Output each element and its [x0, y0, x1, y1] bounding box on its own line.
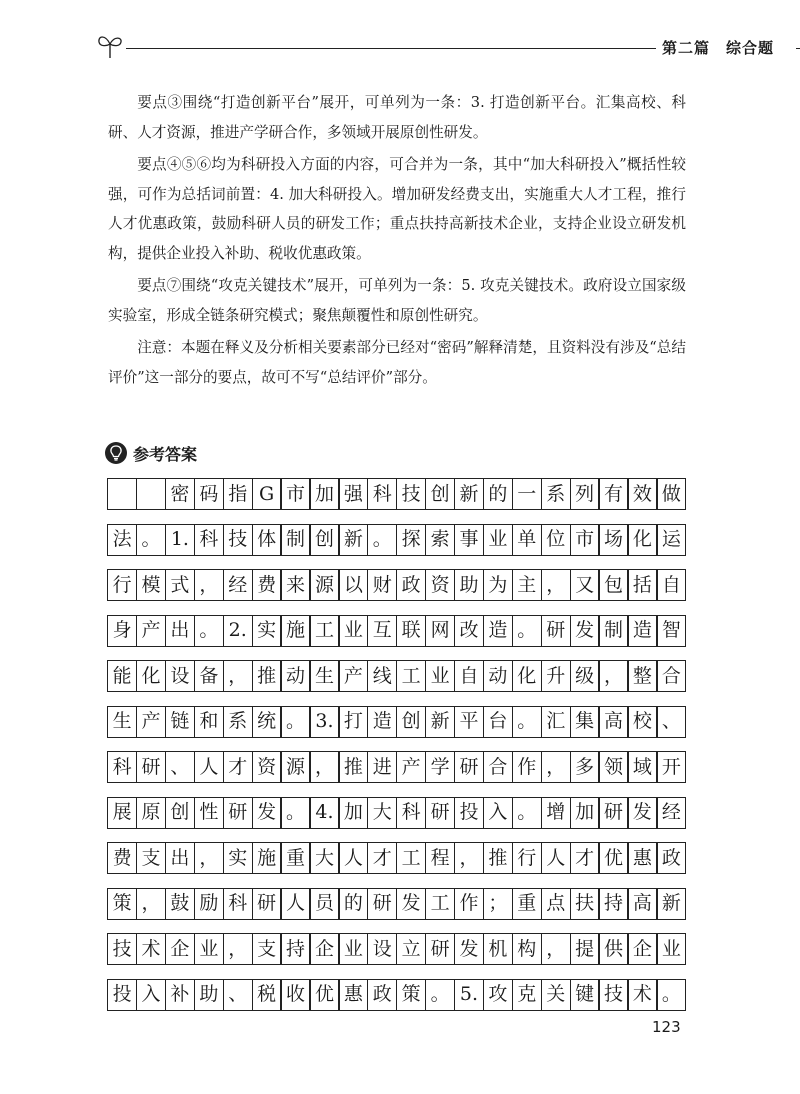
- grid-cell: 、: [223, 979, 253, 1011]
- grid-cell: 发: [454, 933, 484, 965]
- grid-cell: 主: [512, 569, 542, 601]
- grid-cell: 实: [252, 615, 282, 647]
- grid-cell: 加: [570, 797, 600, 829]
- grid-cell: 校: [627, 706, 657, 738]
- grid-cell: 。: [367, 524, 397, 556]
- grid-cell: 产: [136, 706, 166, 738]
- grid-cell: 作: [512, 751, 542, 783]
- grid-cell: 合: [483, 751, 513, 783]
- grid-cell: 重: [280, 842, 310, 874]
- grid-cell: 加: [309, 478, 339, 510]
- grid-row: [107, 979, 685, 1011]
- grid-cell: 动: [280, 660, 310, 692]
- grid-cell: 市: [570, 524, 600, 556]
- grid-cell: 助: [194, 979, 224, 1011]
- grid-cell: ；: [483, 888, 513, 920]
- paragraph: 要点⑦围绕“攻克关键技术”展开，可单列为一条：5. 攻克关键技术。政府设立国家级实验室，形成全链条研究模式；聚焦颠覆性和原创性研究。: [108, 277, 686, 324]
- grid-cell: 克: [512, 979, 542, 1011]
- paragraph: 注意：本题在释义及分析相关要素部分已经对“密码”解释清楚，且资料没有涉及“总结评价”这一部分的要点，故可不写“总结评价”部分。: [108, 339, 686, 386]
- answer-heading: [105, 440, 197, 466]
- grid-cell: 探: [396, 524, 426, 556]
- grid-cell: 工: [309, 615, 339, 647]
- grid-cell: 推: [338, 751, 368, 783]
- grid-cell: 制: [280, 524, 310, 556]
- grid-row: [107, 478, 685, 510]
- grid-cell: 有: [598, 478, 628, 510]
- grid-cell: 键: [570, 979, 600, 1011]
- grid-cell: 学: [425, 751, 455, 783]
- grid-cell: 进: [367, 751, 397, 783]
- grid-cell: 源: [280, 751, 310, 783]
- grid-cell: 研: [136, 751, 166, 783]
- grid-cell: 企: [165, 933, 195, 965]
- grid-cell: 自: [454, 660, 484, 692]
- grid-cell: 创: [165, 797, 195, 829]
- grid-cell: 大: [309, 842, 339, 874]
- grid-cell: 支: [136, 842, 166, 874]
- grid-cell: 多: [570, 751, 600, 783]
- grid-cell: 链: [165, 706, 195, 738]
- grid-cell: 化: [136, 660, 166, 692]
- grid-cell: 税: [252, 979, 282, 1011]
- grid-cell: 业: [656, 933, 686, 965]
- grid-cell: 才: [367, 842, 397, 874]
- grid-cell: 动: [483, 660, 513, 692]
- grid-cell: 技: [598, 979, 628, 1011]
- grid-cell: 发: [627, 797, 657, 829]
- grid-cell: 经: [656, 797, 686, 829]
- grid-cell: 术: [136, 933, 166, 965]
- grid-cell: 联: [396, 615, 426, 647]
- grid-cell: 级: [570, 660, 600, 692]
- lightbulb-icon: [105, 442, 127, 464]
- grid-cell: 为: [483, 569, 513, 601]
- grid-cell: 自: [656, 569, 686, 601]
- grid-row: [107, 524, 685, 556]
- grid-cell: 人: [280, 888, 310, 920]
- grid-cell: 整: [627, 660, 657, 692]
- grid-cell: 财: [367, 569, 397, 601]
- grid-row: [107, 842, 685, 874]
- grid-cell: 补: [165, 979, 195, 1011]
- grid-cell: 的: [338, 888, 368, 920]
- grid-row: [107, 660, 685, 692]
- grid-cell: 平: [454, 706, 484, 738]
- grid-cell: 新: [656, 888, 686, 920]
- grid-cell: 扶: [570, 888, 600, 920]
- grid-cell: 体: [252, 524, 282, 556]
- grid-cell: 出: [165, 842, 195, 874]
- grid-cell: 汇: [541, 706, 571, 738]
- grid-cell: 做: [656, 478, 686, 510]
- grid-cell: 励: [194, 888, 224, 920]
- grid-cell: 持: [598, 888, 628, 920]
- grid-cell: 推: [252, 660, 282, 692]
- grid-cell: 才: [570, 842, 600, 874]
- grid-cell: ，: [309, 751, 339, 783]
- grid-cell: 出: [165, 615, 195, 647]
- grid-cell: 新: [454, 478, 484, 510]
- grid-cell: 策: [107, 888, 137, 920]
- grid-cell: 。: [512, 615, 542, 647]
- grid-cell: 。: [280, 706, 310, 738]
- grid-cell: 密: [165, 478, 195, 510]
- grid-cell: 改: [454, 615, 484, 647]
- grid-cell: 新: [425, 706, 455, 738]
- running-header: [96, 30, 776, 66]
- grid-cell: 发: [252, 797, 282, 829]
- grid-cell: 。: [512, 706, 542, 738]
- grid-cell: 持: [280, 933, 310, 965]
- grid-cell: 政: [396, 569, 426, 601]
- header-rule-right: [796, 48, 800, 49]
- grid-cell: 业: [483, 524, 513, 556]
- grid-cell: 研: [541, 615, 571, 647]
- grid-cell: 。: [656, 979, 686, 1011]
- grid-cell: 4.: [309, 797, 339, 829]
- grid-cell: 又: [570, 569, 600, 601]
- grid-cell: 政: [656, 842, 686, 874]
- grid-cell: 线: [367, 660, 397, 692]
- grid-cell: 开: [656, 751, 686, 783]
- grid-cell: 事: [454, 524, 484, 556]
- grid-cell: 增: [541, 797, 571, 829]
- grid-cell: ，: [223, 933, 253, 965]
- grid-cell: 。: [194, 615, 224, 647]
- grid-cell: 企: [309, 933, 339, 965]
- grid-cell: 效: [627, 478, 657, 510]
- grid-row: [107, 933, 685, 965]
- grid-cell: ，: [194, 569, 224, 601]
- grid-cell: 研: [425, 797, 455, 829]
- grid-cell: 创: [309, 524, 339, 556]
- grid-cell: ，: [598, 660, 628, 692]
- grid-cell: 造: [483, 615, 513, 647]
- grid-cell: 科: [194, 524, 224, 556]
- grid-cell: ，: [541, 751, 571, 783]
- grid-cell: 设: [367, 933, 397, 965]
- grid-cell: 。: [280, 797, 310, 829]
- grid-cell: 入: [136, 979, 166, 1011]
- grid-row: [107, 797, 685, 829]
- grid-cell: 关: [541, 979, 571, 1011]
- grid-cell: 创: [425, 478, 455, 510]
- answer-heading-label: 参考答案: [133, 444, 198, 464]
- page-number: 123: [652, 1018, 681, 1036]
- grid-row: [107, 615, 685, 647]
- grid-cell: 业: [425, 660, 455, 692]
- grid-cell: 大: [367, 797, 397, 829]
- grid-cell: 设: [165, 660, 195, 692]
- grid-cell: 、: [165, 751, 195, 783]
- grid-cell: 网: [425, 615, 455, 647]
- grid-cell: 优: [309, 979, 339, 1011]
- grid-cell: 行: [107, 569, 137, 601]
- grid-cell: 施: [280, 615, 310, 647]
- grid-cell: 企: [627, 933, 657, 965]
- grid-cell: 位: [541, 524, 571, 556]
- grid-cell: 研: [223, 797, 253, 829]
- grid-cell: 惠: [338, 979, 368, 1011]
- grid-cell: 高: [598, 706, 628, 738]
- grid-cell: 一: [512, 478, 542, 510]
- grid-cell: 研: [598, 797, 628, 829]
- grid-cell: 优: [598, 842, 628, 874]
- grid-row: [107, 888, 685, 920]
- grid-cell: 构: [512, 933, 542, 965]
- grid-cell: 发: [396, 888, 426, 920]
- section-title: 第二篇 综合题: [662, 39, 775, 57]
- grid-cell: 提: [570, 933, 600, 965]
- grid-cell: 经: [223, 569, 253, 601]
- paragraph: 要点③围绕“打造创新平台”展开，可单列为一条：3. 打造创新平台。汇集高校、科研、人才资源，推进产学研合作，多领域开展原创性研发。: [108, 94, 686, 141]
- grid-cell: 展: [107, 797, 137, 829]
- grid-cell: 供: [598, 933, 628, 965]
- paragraph: 要点④⑤⑥均为科研投入方面的内容，可合并为一条，其中“加大科研投入”概括性较强，可作为总括词前置：4. 加大科研投入。增加研发经费支出，实施重大人才工程，推行人才优惠政策，鼓励科研人员的研发工作；重点扶持高新技术企业，支持企业设立研发机构，提供企业投入补助、税收优惠政策。: [108, 156, 686, 262]
- grid-cell: 工: [425, 888, 455, 920]
- grid-cell: 源: [309, 569, 339, 601]
- grid-cell: 生: [309, 660, 339, 692]
- grid-cell: 机: [483, 933, 513, 965]
- grid-cell: 台: [483, 706, 513, 738]
- grid-cell: 化: [512, 660, 542, 692]
- grid-cell: 工: [396, 842, 426, 874]
- grid-cell: 新: [338, 524, 368, 556]
- grid-cell: 费: [252, 569, 282, 601]
- grid-cell: 产: [396, 751, 426, 783]
- grid-cell: 技: [396, 478, 426, 510]
- grid-cell: 升: [541, 660, 571, 692]
- grid-cell: 攻: [483, 979, 513, 1011]
- grid-row: [107, 751, 685, 783]
- grid-cell: 入: [483, 797, 513, 829]
- grid-cell: 资: [252, 751, 282, 783]
- grid-cell: 点: [541, 888, 571, 920]
- grid-cell: 统: [252, 706, 282, 738]
- grid-cell: 政: [367, 979, 397, 1011]
- grid-cell: 才: [223, 751, 253, 783]
- grid-cell: 人: [194, 751, 224, 783]
- grid-cell: 鼓: [165, 888, 195, 920]
- grid-cell: 式: [165, 569, 195, 601]
- grid-cell: 运: [656, 524, 686, 556]
- grid-cell: 身: [107, 615, 137, 647]
- grid-cell: 指: [223, 478, 253, 510]
- grid-cell: 。: [136, 524, 166, 556]
- grid-cell: 投: [107, 979, 137, 1011]
- grid-cell: ，: [223, 660, 253, 692]
- grid-cell: 投: [454, 797, 484, 829]
- header-rule-left: [126, 48, 656, 49]
- grid-cell: 研: [425, 933, 455, 965]
- grid-cell: ，: [454, 842, 484, 874]
- grid-cell: 括: [627, 569, 657, 601]
- grid-cell: 系: [541, 478, 571, 510]
- grid-cell: 科: [396, 797, 426, 829]
- grid-cell: 码: [194, 478, 224, 510]
- grid-cell: 领: [598, 751, 628, 783]
- grid-cell: 术: [627, 979, 657, 1011]
- grid-cell: 场: [598, 524, 628, 556]
- grid-cell: 科: [223, 888, 253, 920]
- grid-cell: 策: [396, 979, 426, 1011]
- grid-cell: 惠: [627, 842, 657, 874]
- grid-cell: ，: [541, 933, 571, 965]
- grid-cell: 发: [570, 615, 600, 647]
- grid-cell: 加: [338, 797, 368, 829]
- grid-cell: 和: [194, 706, 224, 738]
- grid-cell: 费: [107, 842, 137, 874]
- grid-cell: 研: [367, 888, 397, 920]
- grid-cell: 备: [194, 660, 224, 692]
- grid-cell: 研: [454, 751, 484, 783]
- grid-cell: 来: [280, 569, 310, 601]
- grid-cell: 资: [425, 569, 455, 601]
- grid-cell: 包: [598, 569, 628, 601]
- grid-cell: 行: [512, 842, 542, 874]
- grid-cell: [136, 478, 166, 510]
- grid-cell: 收: [280, 979, 310, 1011]
- grid-cell: 实: [223, 842, 253, 874]
- grid-cell: 化: [627, 524, 657, 556]
- grid-cell: 市: [280, 478, 310, 510]
- grid-cell: 造: [627, 615, 657, 647]
- grid-cell: 人: [338, 842, 368, 874]
- grid-cell: 业: [194, 933, 224, 965]
- grid-cell: ，: [541, 569, 571, 601]
- grid-cell: 法: [107, 524, 137, 556]
- grid-cell: 助: [454, 569, 484, 601]
- grid-cell: 科: [367, 478, 397, 510]
- grid-cell: 施: [252, 842, 282, 874]
- grid-cell: 列: [570, 478, 600, 510]
- grid-row: [107, 569, 685, 601]
- grid-cell: ，: [136, 888, 166, 920]
- grid-cell: 技: [223, 524, 253, 556]
- grid-cell: 强: [338, 478, 368, 510]
- grid-cell: 生: [107, 706, 137, 738]
- grid-cell: 技: [107, 933, 137, 965]
- grid-cell: 能: [107, 660, 137, 692]
- grid-cell: 业: [338, 933, 368, 965]
- grid-cell: 立: [396, 933, 426, 965]
- grid-row: [107, 706, 685, 738]
- grid-cell: 支: [252, 933, 282, 965]
- grid-cell: 合: [656, 660, 686, 692]
- grid-cell: 作: [454, 888, 484, 920]
- grid-cell: 5.: [454, 979, 484, 1011]
- explanation-text: [108, 88, 686, 395]
- grid-cell: 推: [483, 842, 513, 874]
- grid-cell: 以: [338, 569, 368, 601]
- grid-cell: 索: [425, 524, 455, 556]
- grid-cell: 产: [338, 660, 368, 692]
- grid-cell: 2.: [223, 615, 253, 647]
- grid-cell: G: [252, 478, 282, 510]
- grid-cell: 域: [627, 751, 657, 783]
- grid-cell: 重: [512, 888, 542, 920]
- grid-cell: 3.: [309, 706, 339, 738]
- grid-cell: 互: [367, 615, 397, 647]
- grid-cell: 程: [425, 842, 455, 874]
- sprout-icon: [96, 30, 124, 64]
- grid-cell: 系: [223, 706, 253, 738]
- grid-cell: [107, 478, 137, 510]
- grid-cell: 创: [396, 706, 426, 738]
- answer-grid: [107, 478, 685, 1024]
- grid-cell: 打: [338, 706, 368, 738]
- grid-cell: 业: [338, 615, 368, 647]
- grid-cell: ，: [194, 842, 224, 874]
- grid-cell: 。: [425, 979, 455, 1011]
- grid-cell: 智: [656, 615, 686, 647]
- grid-cell: 1.: [165, 524, 195, 556]
- grid-cell: 人: [541, 842, 571, 874]
- grid-cell: 员: [309, 888, 339, 920]
- grid-cell: 集: [570, 706, 600, 738]
- grid-cell: 制: [598, 615, 628, 647]
- grid-cell: 原: [136, 797, 166, 829]
- grid-cell: 产: [136, 615, 166, 647]
- grid-cell: 科: [107, 751, 137, 783]
- grid-cell: 高: [627, 888, 657, 920]
- grid-cell: 性: [194, 797, 224, 829]
- grid-cell: 研: [252, 888, 282, 920]
- grid-cell: 工: [396, 660, 426, 692]
- grid-cell: 单: [512, 524, 542, 556]
- grid-cell: 。: [512, 797, 542, 829]
- grid-cell: 的: [483, 478, 513, 510]
- grid-cell: 造: [367, 706, 397, 738]
- grid-cell: 模: [136, 569, 166, 601]
- grid-cell: 、: [656, 706, 686, 738]
